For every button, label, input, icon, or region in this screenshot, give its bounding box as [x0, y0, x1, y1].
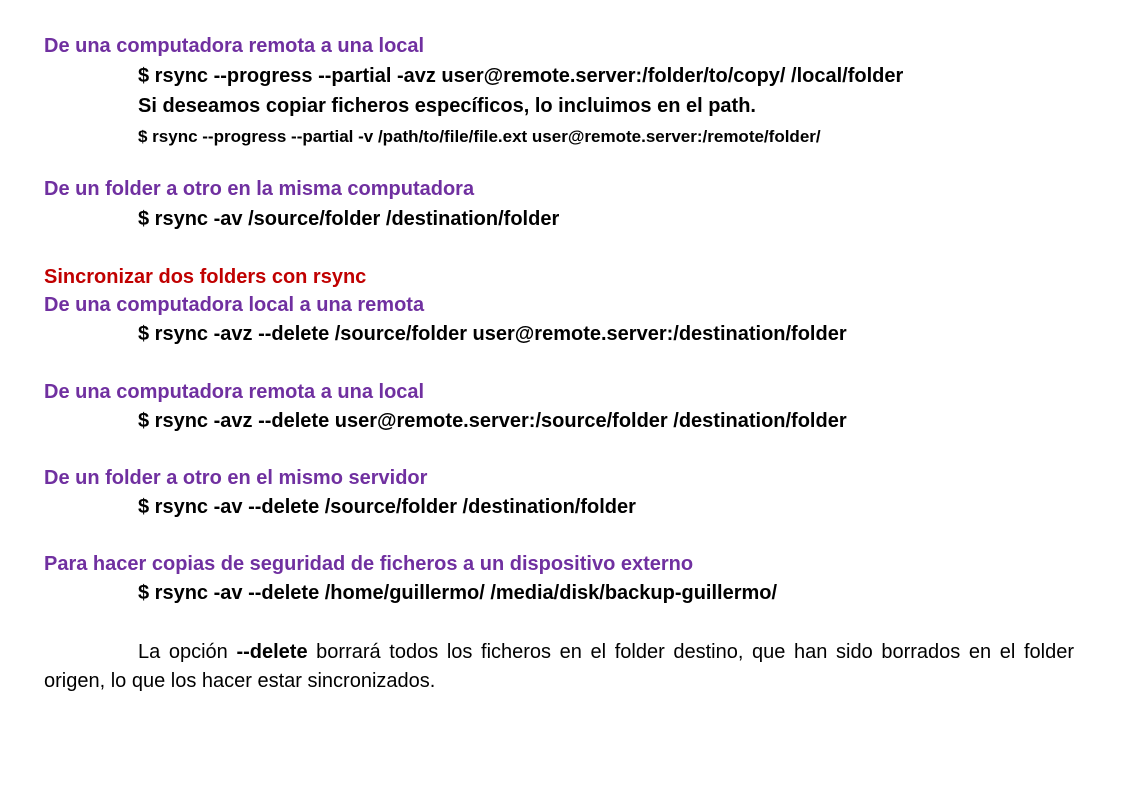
section-heading: De un folder a otro en la misma computadora	[44, 178, 475, 200]
section-title: Sincronizar dos folders con rsync	[44, 266, 367, 288]
section-heading: De una computadora remota a una local	[44, 381, 425, 403]
command-line: $ rsync --progress --partial -v /path/to/file/file.ext user@remote.server:/remote/folder/	[138, 127, 821, 146]
command-line: $ rsync --progress --partial -avz user@remote.server:/folder/to/copy/ /local/folder	[138, 65, 904, 87]
section-heading: De una computadora local a una remota	[44, 294, 425, 316]
command-line: $ rsync -av --delete /home/guillermo/ /media/disk/backup-guillermo/	[138, 582, 778, 604]
command-line: $ rsync -avz --delete user@remote.server:/source/folder /destination/folder	[138, 410, 847, 432]
section-heading: Para hacer copias de seguridad de ficheros a un dispositivo externo	[44, 553, 694, 575]
explanation-text: Si deseamos copiar ficheros específicos, lo incluimos en el path.	[138, 95, 756, 117]
note-prefix: La opción	[138, 641, 237, 663]
note-suffix: borrará todos los ficheros en el folder destino, que han sido borrados en el folder origen, lo que los hacer estar sincronizados.	[44, 641, 1074, 692]
note-keyword: --delete	[236, 641, 308, 663]
section-heading: De un folder a otro en el mismo servidor	[44, 467, 428, 489]
delete-option-note	[44, 638, 1074, 696]
command-line: $ rsync -av /source/folder /destination/folder	[138, 208, 560, 230]
command-line: $ rsync -avz --delete /source/folder user@remote.server:/destination/folder	[138, 323, 847, 345]
section-heading: De una computadora remota a una local	[44, 35, 425, 57]
command-line: $ rsync -av --delete /source/folder /destination/folder	[138, 496, 636, 518]
